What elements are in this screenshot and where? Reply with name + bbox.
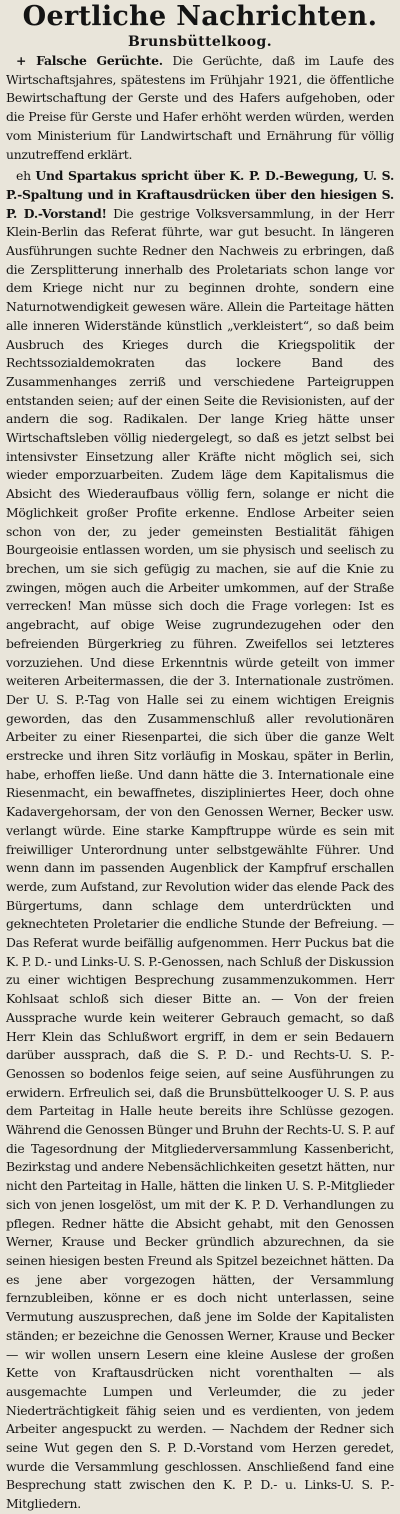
location-heading: Brunsbüttelkoog. (127, 34, 272, 50)
article-lead: Und Spartakus spricht über K. P. D.-Bewegung, U. S. P.-Spaltung und in Kraftausdrücken über den hiesigen S. P. D.-Vorstand! (6, 168, 395, 221)
article-lead: + Falsche Gerüchte. (16, 53, 163, 68)
headline: Oertliche Nachrichten. (22, 1, 378, 32)
article-false-rumors (6, 52, 394, 164)
article-marker: eh (16, 168, 31, 184)
article-spartakus (6, 167, 394, 1514)
article-body: Die Gerüchte, daß im Laufe des Wirtschaftsjahres, spätestens im Frühjahr 1921, die öffentliche Bewirtschaftung der Gerste und des Hafers aufgehoben, oder die Preise für Gerste und Hafer erhöht werden würden, werden vom Ministerium für Landwirtschaft und Ernährung für völlig unzutreffend erklärt. (6, 53, 394, 162)
article-body: Die gestrige Volksversammlung, in der Herr Klein-Berlin das Referat führte, war gut besucht. In längeren Ausführungen suchte Redner den Nachweis zu erbringen, daß die Zersplitterung innerhalb des Proletariats schon lange vor dem Kriege nicht nur zu beginnen drohte, sondern eine Naturnotwendigkeit gewesen wäre. Allein die Parteitage hätten alle inneren Widerstände künstlich „verkleistert“, so daß beim Ausbruch des Krieges durch die Kriegspolitik der Rechtssozialdemokraten das lockere Band des Zusammenhanges zerriß und verschiedene Parteigruppen entstanden seien; auf der einen Seite die Revisionisten, auf der andern die sog. Radikalen. Der lange Krieg hätte unser Wirtschaftsleben völlig niedergelegt, so daß es jetzt selbst bei intensivster Einsetzung aller Kräfte nicht möglich sei, sich wieder emporzuarbeiten. Zudem läge dem Kapitalismus die Absicht des Wiederaufbaus völlig fern, solange er nicht die Möglichkeit großer Profite erkenne. Endlose Arbeiter seien schon von der, zu jeder gemeinsten Bestialität fähigen Bourgeoisie entlassen worden, um sie physisch und seelisch zu brechen, um sie sich gefügig zu machen, sie auf die Knie zu zwingen, mögen auch die Arbeiter umkommen, auf der Straße verrecken! Man müsse sich doch die Frage vorlegen: Ist es angebracht, auf obige Weise zugrundezugehen oder den befreienden Bürgerkrieg zu führen. Zweifellos sei letzteres vorzuziehen. Und diese Erkenntnis würde geteilt von immer weiteren Arbeitermassen, die der 3. Internationale zuströmen. Der U. S. P.-Tag von Halle sei zu einem wichtigen Ereignis geworden, das den Zusammenschluß aller revolutionären Arbeiter zu einer Riesenpartei, die sich über die ganze Welt erstrecke und ihren Sitz vorläufig in Moskau, später in Berlin, habe, erhoffen ließe. Und dann hätte die 3. Internationale eine Riesenmacht, ein bewaffnetes, diszipliniertes Heer, doch ohne Kadavergehorsam, der von den Genossen Werner, Becker usw. verlangt würde. Eine starke Kampftruppe würde es sein mit freiwilliger Unterordnung unter selbstgewählte Führer. Und wenn dann im passenden Augenblick der Kampfruf erschallen werde, zum Aufstand, zur Revolution wider das elende Pack des Bürgertums, dann schlage dem unterdrückten und geknechteten Proletarier die endliche Stunde der Befreiung. — Das Referat wurde beifällig aufgenommen. Herr Puckus bat die K. P. D.- und Links-U. S. P.-Genossen, nach Schluß der Diskussion zu einer wichtigen Besprechung zusammenzukommen. Herr Kohlsaat schloß sich dieser Bitte an. — Von der freien Aussprache wurde kein weiterer Gebrauch gemacht, so daß Herr Klein das Schlußwort ergriff, in dem er sein Bedauern darüber aussprach, daß die S. P. D.- und Rechts-U. S. P.-Genossen so bodenlos feige seien, auf seine Ausführungen zu erwidern. Erfreulich sei, daß die Brunsbüttelkooger U. S. P. aus dem Parteitag in Halle heute bereits ihre Schlüsse gezogen. Während die Genossen Bünger und Bruhn der Rechts-U. S. P. auf die Tagesordnung der Mitgliederversammlung Kassenbericht, Bezirkstag und andere Nebensächlichkeiten gesetzt hätten, nur nicht den Parteitag in Halle, hätten die linken U. S. P.-Mitglieder sich von jenen losgelöst, um mit der K. P. D. Verhandlungen zu pflegen. Redner hätte die Absicht gehabt, mit den Genossen Werner, Krause und Becker gründlich abzurechnen, da sie seinen hiesigen besten Freund als Spitzel bezeichnet hätten. Da es jene aber vorgezogen hätten, der Versammlung fernzubleiben, könne er es doch nicht unterlassen, seine Vermutung auszusprechen, daß jene im Solde der Kapitalisten ständen; er bezeichne die Genossen Werner, Krause und Becker — wir wollen unsern Lesern eine kleine Auslese der großen Kette von Kraftausdrücken nicht vorenthalten — als ausgemachte Lumpen und Verleumder, die zu jeder Niederträchtigkeit fähig seien und es verdienten, von jedem Arbeiter angespuckt zu werden. — Nachdem der Redner sich seine Wut gegen den S. P. D.-Vorstand vom Herzen geredet, wurde die Versammlung geschlossen. Anschließend fand eine Besprechung statt zwischen den K. P. D.- u. Links-U. S. P.-Mitgliedern. (6, 205, 394, 1512)
